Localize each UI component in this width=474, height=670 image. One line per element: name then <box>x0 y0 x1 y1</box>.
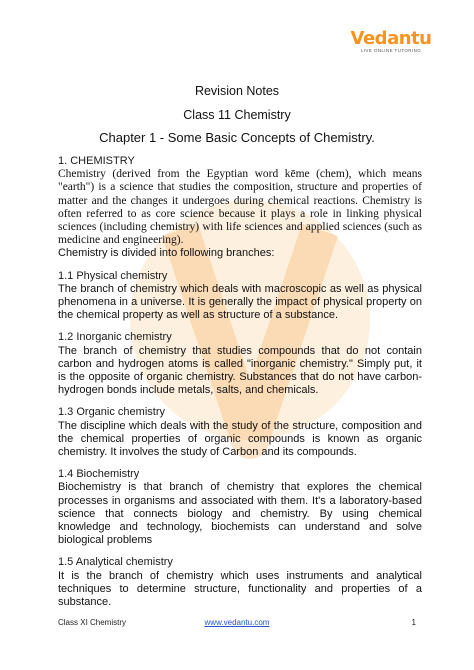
section-text-organic: The discipline which deals with the study of the structure, composition and the chemical properties of organic compounds is known as organic chemistry. It involves the study of Carbon and its compounds. <box>58 419 422 459</box>
section-text-inorganic: The branch of chemistry that studies compounds that do not contain carbon and hydrogen atoms is called "inorganic chemistry." Simply put, it is the opposite of organic chemistry. Substances that do not have carbon-hydrogen bonds include metals, salts, and chemicals. <box>58 344 422 397</box>
section-text-analytical: It is the branch of chemistry which uses instruments and analytical techniques to determine structure, functionality and properties of a substance. <box>58 569 422 609</box>
logo-wordmark: Vedantu <box>350 28 432 49</box>
section-heading-physical: 1.1 Physical chemistry <box>58 269 168 282</box>
section-text-biochemistry: Biochemistry is that branch of chemistry that explores the chemical processes in organisms and associated with them. It's a laboratory-based science that connects biology and chemistry. By using chemical knowledge and technology, biochemists can understand and solve biological problems <box>58 481 422 547</box>
section-heading-chemistry: 1. CHEMISTRY <box>58 155 135 167</box>
section-heading-organic: 1.3 Organic chemistry <box>58 406 165 419</box>
page-number: 1 <box>411 618 416 627</box>
section-heading-inorganic: 1.2 Inorganic chemistry <box>58 331 172 344</box>
branches-intro: Chemistry is divided into following branches: <box>58 247 275 260</box>
section-text-physical: The branch of chemistry which deals with macroscopic as well as physical phenomena in a universe. It is generally the impact of physical property on the chemical property as well as structure of a substance. <box>58 282 422 322</box>
chapter-heading: Chapter 1 - Some Basic Concepts of Chemistry. <box>99 130 375 145</box>
class-label: Class 11 Chemistry <box>183 108 291 122</box>
logo-tagline: LIVE ONLINE TUTORING <box>360 48 422 53</box>
footer-course: Class XI Chemistry <box>58 618 127 627</box>
document-body <box>58 155 422 609</box>
section-heading-biochemistry: 1.4 Biochemistry <box>58 468 140 481</box>
section-heading-analytical: 1.5 Analytical chemistry <box>58 556 173 569</box>
vedantu-logo <box>348 28 434 68</box>
intro-paragraph: Chemistry (derived from the Egyptian word kēme (chem), which means "earth") is a science that studies the composition, structure and properties of matter and the changes it undergoes during chemical reactions. Chemistry is often referred to as core science because it plays a role in linking physical sciences (including chemistry) with life sciences and applied sciences (such as medicine and engineering). <box>58 168 422 247</box>
document-title: Revision Notes <box>194 84 280 98</box>
footer-website-link[interactable]: www.vedantu.com <box>204 618 270 627</box>
